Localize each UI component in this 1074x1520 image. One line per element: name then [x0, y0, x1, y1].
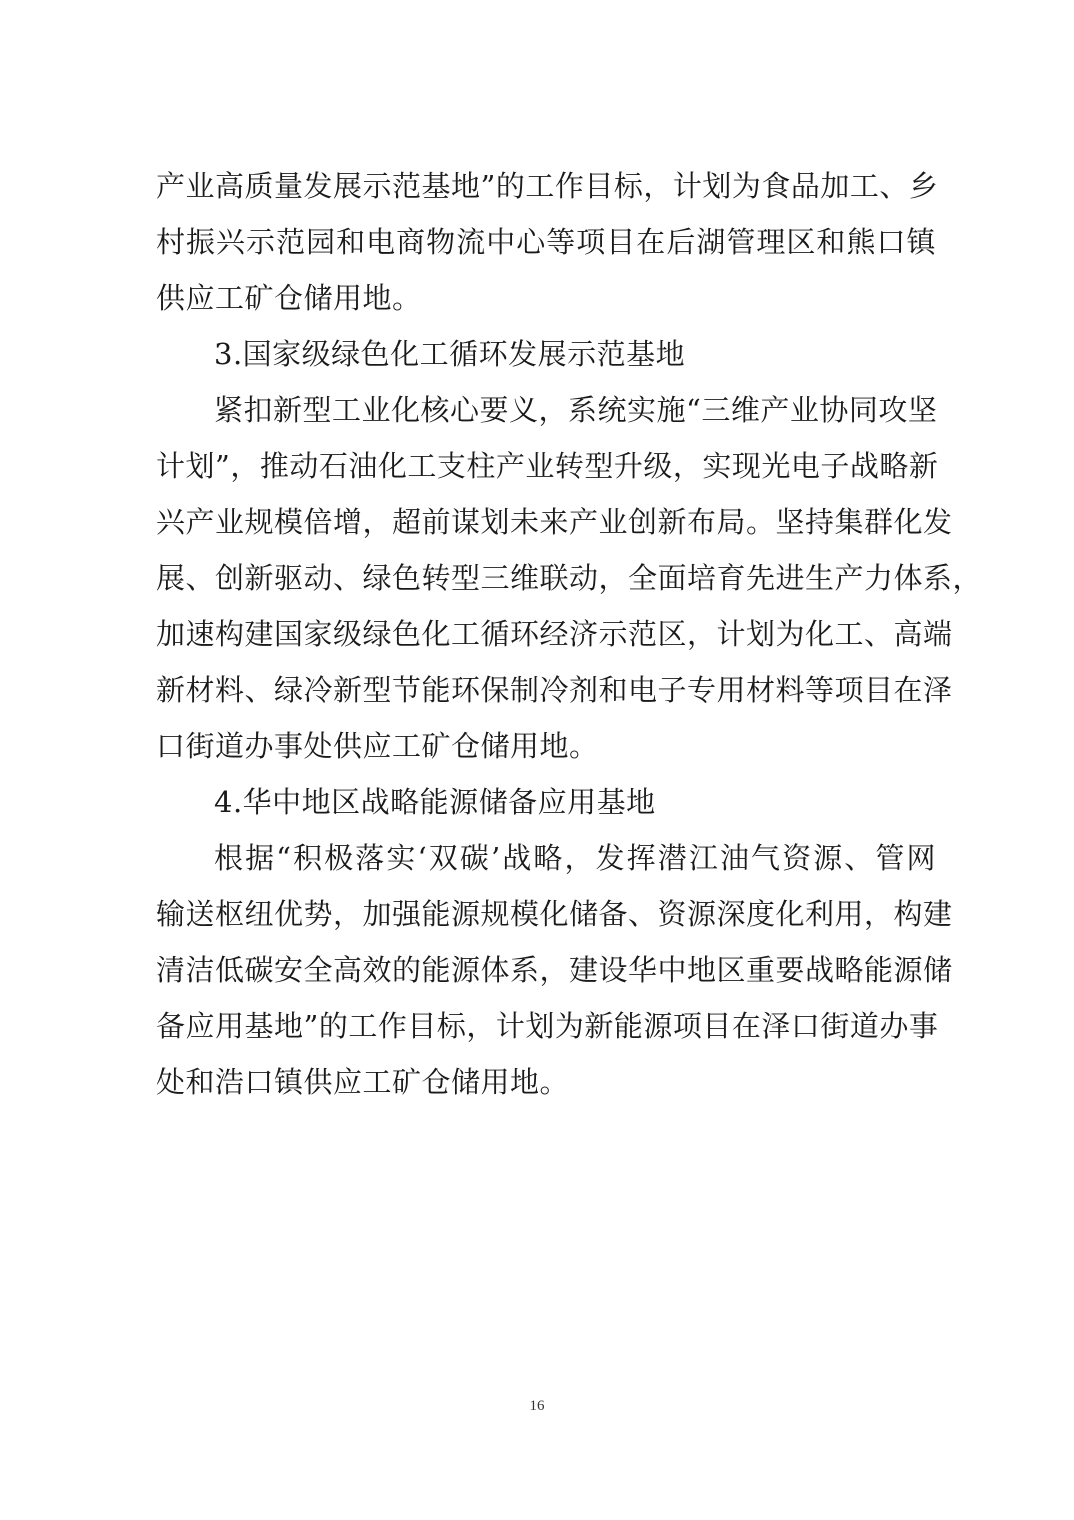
paragraph-line: 输送枢纽优势，加强能源规模化储备、资源深度化利用，构建: [156, 897, 953, 931]
section-heading: 3.国家级绿色化工循环发展示范基地: [214, 337, 686, 371]
body-text: [156, 158, 983, 1110]
page-number: 16: [529, 1398, 545, 1414]
paragraph-line: 清洁低碳安全高效的能源体系，建设华中地区重要战略能源储: [156, 953, 953, 987]
paragraph-line: 计划”，推动石油化工支柱产业转型升级，实现光电子战略新: [156, 449, 939, 483]
paragraph-line: 展、创新驱动、绿色转型三维联动，全面培育先进生产力体系，: [156, 561, 983, 595]
paragraph-line: 紧扣新型工业化核心要义，系统实施“三维产业协同攻坚: [214, 393, 938, 427]
paragraph-line: 处和浩口镇供应工矿仓储用地。: [156, 1065, 570, 1099]
paragraph-line: 兴产业规模倍增，超前谋划未来产业创新布局。坚持集群化发: [156, 505, 953, 539]
paragraph-line: 供应工矿仓储用地。: [156, 281, 422, 315]
paragraph-line: 备应用基地”的工作目标，计划为新能源项目在泽口街道办事: [156, 1009, 939, 1043]
paragraph-line: 村振兴示范园和电商物流中心等项目在后湖管理区和熊口镇: [156, 225, 936, 259]
paragraph-line: 加速构建国家级绿色化工循环经济示范区，计划为化工、高端: [156, 617, 953, 651]
section-heading: 4.华中地区战略能源储备应用基地: [214, 785, 656, 819]
paragraph-line: 口街道办事处供应工矿仓储用地。: [156, 729, 599, 763]
paragraph-line: 根据“积极落实‘双碳’战略，发挥潜江油气资源、管网: [214, 841, 936, 875]
paragraph-line: 新材料、绿冷新型节能环保制冷剂和电子专用材料等项目在泽: [156, 673, 953, 707]
paragraph-line: 产业高质量发展示范基地”的工作目标，计划为食品加工、乡: [156, 169, 939, 203]
